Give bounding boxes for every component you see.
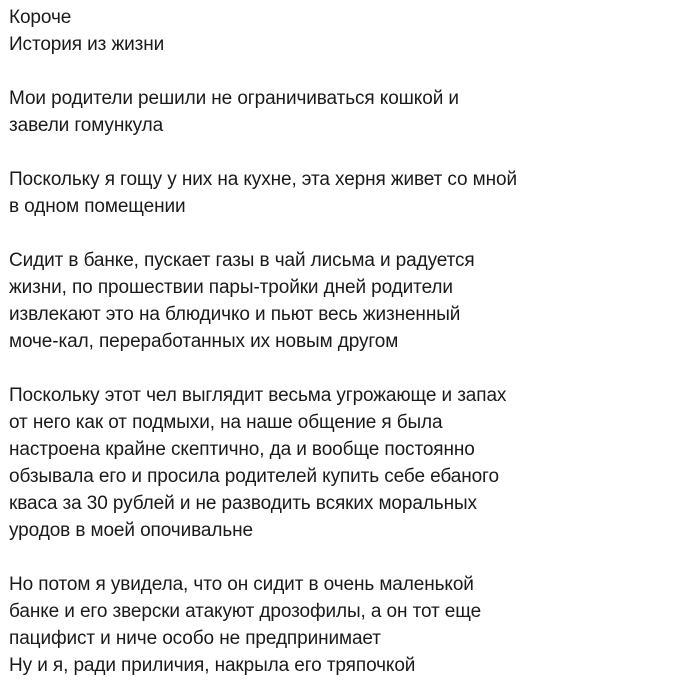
text-line: извлекают это на блюдичко и пьют весь жизненный	[9, 304, 461, 325]
text-line: жизни, по прошествии пары-тройки дней родители	[9, 277, 453, 298]
paragraph	[9, 571, 700, 679]
paragraph	[9, 382, 700, 544]
text-line: Мои родители решили не ограничиваться кошкой и	[9, 88, 459, 109]
text-line: Поскольку я гощу у них на кухне, эта херня живет со мной	[9, 169, 518, 190]
paragraph-gap	[9, 355, 700, 382]
text-line: банке и его зверски атакуют дрозофилы, а он тот еще	[9, 601, 482, 622]
paragraph	[9, 85, 700, 139]
paragraph	[9, 247, 700, 355]
text-line: Но потом я увидела, что он сидит в очень маленькой	[9, 574, 474, 595]
text-line: кваса за 30 рублей и не разводить всяких моральных	[9, 493, 477, 514]
text-line: настроена крайне скептично, да и вообще постоянно	[9, 439, 475, 460]
paragraph	[9, 166, 700, 220]
text-line: пацифист и ниче особо не предпринимает	[9, 628, 381, 649]
text-line: завели гомункула	[9, 115, 164, 136]
text-line: обзывала его и просила родителей купить себе ебаного	[9, 466, 499, 487]
paragraph-gap	[9, 220, 700, 247]
paragraph-gap	[9, 544, 700, 571]
text-line: моче-кал, переработанных их новым другом	[9, 331, 399, 352]
text-line: История из жизни	[9, 34, 165, 55]
paragraph-gap	[9, 139, 700, 166]
text-line: уродов в моей опочивальне	[9, 520, 253, 541]
text-line: Поскольку этот чел выглядит весьма угрожающе и запах	[9, 385, 507, 406]
paragraph-gap	[9, 58, 700, 85]
text-line: Короче	[9, 7, 72, 28]
text-line: в одном помещении	[9, 196, 186, 217]
text-line: от него как от подмыхи, на наше общение я была	[9, 412, 443, 433]
text-line: Сидит в банке, пускает газы в чай лисьма и радуется	[9, 250, 475, 271]
text-line: Ну и я, ради приличия, накрыла его тряпочкой	[9, 655, 416, 676]
paragraph	[9, 4, 700, 58]
